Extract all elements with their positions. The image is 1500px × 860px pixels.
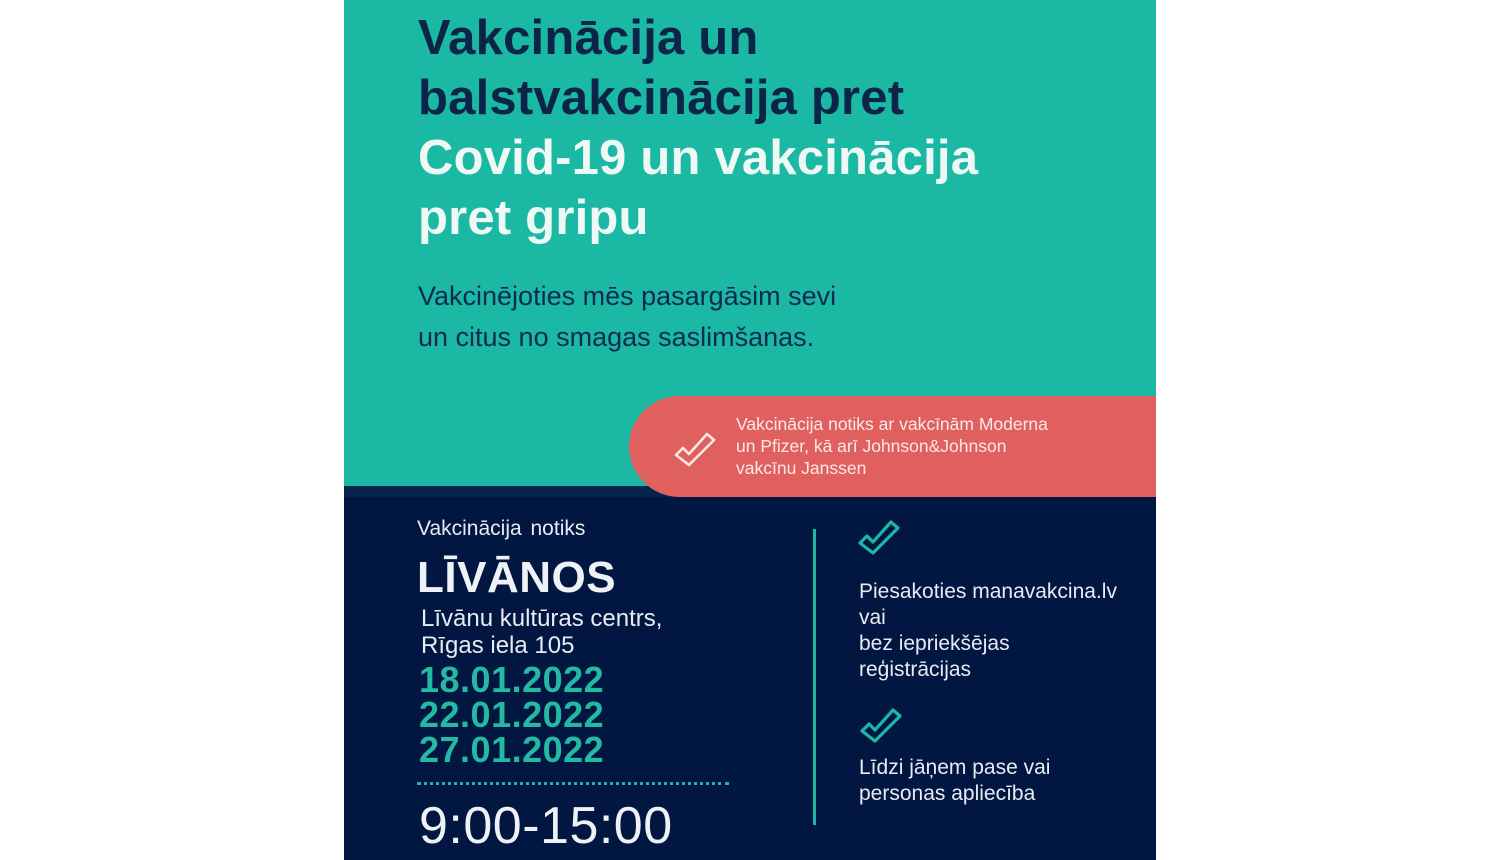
title-line: pret gripu <box>418 191 649 245</box>
location-heading: Vakcinācija notiks <box>417 517 586 540</box>
vaccine-types-banner <box>629 396 1156 497</box>
location-name: LĪVĀNOS <box>417 553 617 602</box>
subtitle-line: Vakcinējoties mēs pasargāsim sevi <box>418 281 837 311</box>
date-item: 22.01.2022 <box>419 694 605 735</box>
checkmark-icon <box>857 516 903 558</box>
date-item: 18.01.2022 <box>419 659 605 700</box>
banner-line: un Pfizer, kā arī Johnson&Johnson <box>736 436 1007 456</box>
info-line: vai <box>859 606 886 629</box>
vaccination-dates <box>419 659 605 770</box>
vertical-divider <box>813 529 816 825</box>
poster-subtitle <box>418 276 938 358</box>
vaccine-types-text <box>736 413 1048 479</box>
vaccination-poster <box>344 0 1156 860</box>
title-line: Vakcinācija un <box>418 11 759 65</box>
info-line: reģistrācijas <box>859 658 972 681</box>
subtitle-line: un citus no smagas saslimšanas. <box>418 322 815 352</box>
checkmark-icon <box>859 704 905 746</box>
dotted-divider <box>417 782 729 785</box>
info-line: bez iepriekšējas <box>859 632 1010 655</box>
banner-line: Vakcinācija notiks ar vakcīnām Moderna <box>736 414 1048 434</box>
date-item: 27.01.2022 <box>419 729 605 770</box>
poster-title <box>418 8 978 248</box>
info-line: Līdzi jāņem pase vai <box>859 756 1051 779</box>
location-address <box>421 605 662 659</box>
vaccination-time: 9:00-15:00 <box>419 797 673 855</box>
address-line: Līvānu kultūras centrs, <box>421 605 663 632</box>
info-line: personas apliecība <box>859 782 1036 805</box>
address-line: Rīgas iela 105 <box>421 632 575 659</box>
title-line: balstvakcinācija pret <box>418 71 905 125</box>
id-document-info <box>859 755 1050 807</box>
title-line: Covid-19 un vakcinācija <box>418 131 979 185</box>
checkmark-outline-icon <box>673 425 717 469</box>
registration-info <box>859 579 1117 683</box>
info-line: Piesakoties manavakcina.lv <box>859 580 1117 603</box>
banner-line: vakcīnu Janssen <box>736 458 867 478</box>
